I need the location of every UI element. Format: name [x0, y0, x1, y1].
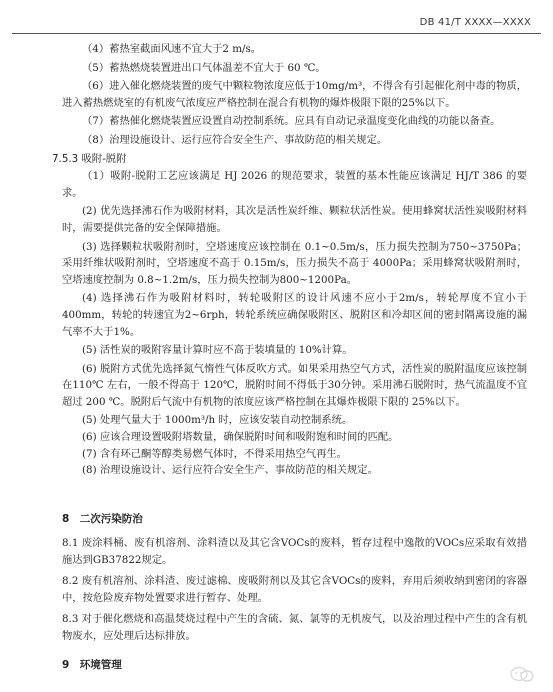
clause-5: （5）蓄热燃烧装置进出口气体温差不宜大于 60 ℃。	[82, 61, 326, 74]
section-8-3: 8.3 对于催化燃烧和高温焚烧过程中产生的含硫、氮、氯等的无机废气，以及治理过程中产生的含有机物废水，应处理后达标排放。	[62, 613, 527, 642]
clause-4: （4）蓄热室截面风速不宜大于2 m/s。	[82, 43, 262, 55]
section-7-5-content	[52, 41, 527, 479]
section-8-1: 8.1 废涂料桶、废有机溶剂、涂料渣以及其它含VOCs的废料，暂存过程中逸散的VOCs应采取有效措施达到GB37822规定。	[62, 537, 527, 566]
adsorption-item-1: （1）吸附-脱附工艺应该满足 HJ 2026 的规范要求，装置的基本性能应该满足 HJ/T 386 的要求。	[62, 170, 527, 199]
adsorption-item-6: (6) 脱附方式优先选择氮气惰性气体反吹方式。如果采用热空气方式，活性炭的脱附温度应该控制在110℃ 左右，一般不得高于 120℃，脱附时间不得低于30分钟。采用沸石脱附时，热气流温度不宜超过 200 ℃。脱附后气流中有机物的浓度应该严格控制在其爆炸极限下限的 25%以下。	[62, 362, 527, 408]
subsection-title: 7.5.3 吸附-脱附	[52, 152, 127, 165]
adsorption-item-4: (4) 选择沸石作为吸附材料时，转轮吸附区的设计风速不应小于2m/s，转轮厚度不宜小于400mm，转轮的转速宜为2~6rph，转轮系统应确保吸附区、脱附区和冷却区间的密封隔离设施的漏气率不大于1%。	[62, 292, 527, 338]
section-9-heading: 9 环境管理	[62, 659, 122, 671]
adsorption-item-2: (2) 优先选择沸石作为吸附材料，其次是活性炭纤维、颗粒状活性炭。使用蜂窝状活性炭吸附材料时，需要提供完备的安全保障措施。	[62, 205, 527, 234]
adsorption-item-8: (6) 应该合理设置吸附塔数量，确保脱附时间和吸附饱和时间的匹配。	[82, 431, 399, 444]
adsorption-item-3: (3) 选择颗粒状吸附剂时，空塔速度应该控制在 0.1~0.5m/s，压力损失控制为750~3750Pa；采用纤维状吸附剂时，空塔速度不高于 0.15m/s，压力损失不高于 4000Pa；采用蜂窝状吸附剂时，空塔速度控制为 0.8~1.2m/s，压力损失控制为800~1200Pa。	[62, 240, 527, 286]
clause-6: （6）进入催化燃烧装置的废气中颗粒物浓度应低于10mg/m³，不得含有引起催化剂中毒的物质，进入蓄热燃烧室的有机废气浓度应严格控制在混合有机物的爆炸极限下限的25%以下。	[62, 80, 527, 109]
adsorption-item-5: (5) 活性炭的吸附容量计算时应不高于装填量的 10%计算。	[82, 344, 353, 357]
watermark-icon	[509, 664, 535, 684]
standard-code: DB 41/T XXXX—XXXX	[419, 17, 531, 28]
adsorption-item-10: (8) 治理设施设计、运行应符合安全生产、事故防范的相关规定。	[82, 464, 378, 477]
clause-8: （8）治理设施设计、运行应符合安全生产、事故防范的相关规定。	[82, 133, 388, 146]
section-8-heading: 8 二次污染防治	[62, 513, 143, 525]
header-rule	[12, 33, 541, 34]
section-8-2: 8.2 废有机溶剂、涂料渣、废过滤棉、废吸附剂以及其它含VOCs的废料，弃用后须收纳到密闭的容器中，按危险废弃物处置要求进行暂存、处理。	[62, 575, 527, 604]
clause-7: （7）蓄热催化燃烧装置应设置自动控制系统。应具有自动记录温度变化曲线的功能以备查。	[82, 115, 501, 128]
adsorption-item-9: (7) 含有环己酮等醇类易燃气体时，不得采用热空气再生。	[82, 447, 347, 460]
adsorption-item-7: (5) 处理气量大于 1000m³/h 时，应该安装自动控制系统。	[82, 414, 353, 427]
